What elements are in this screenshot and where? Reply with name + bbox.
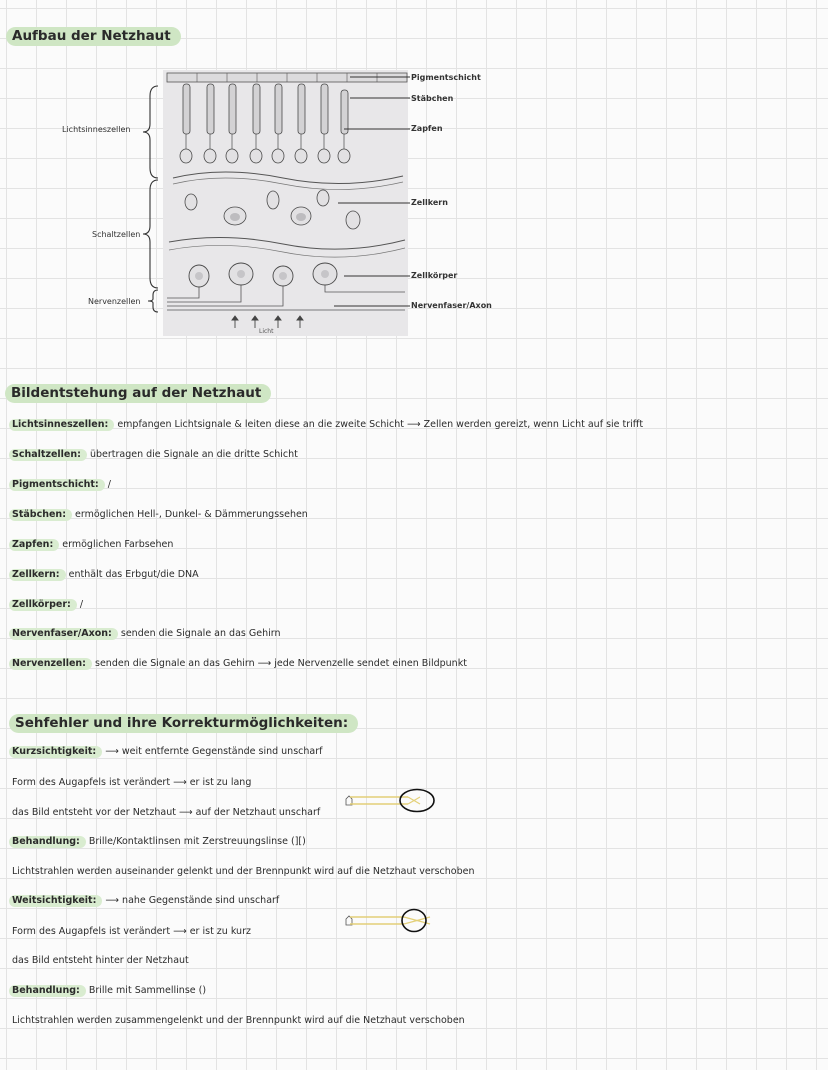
brace-group bbox=[140, 80, 164, 320]
label-staebchen: Stäbchen bbox=[411, 94, 454, 103]
note-pigmentschicht: Pigmentschicht: / bbox=[9, 479, 111, 490]
note-weitsichtigkeit: Weitsichtigkeit: ⟶ nahe Gegenstände sind unscharf bbox=[9, 895, 279, 906]
label-nervenzellen: Nervenzellen bbox=[88, 297, 141, 306]
note-weit-form: Form des Augapfels ist verändert ⟶ er ist zu kurz bbox=[12, 926, 251, 937]
note-zellkoerper: Zellkörper: / bbox=[9, 599, 83, 610]
eyeball-long bbox=[400, 790, 434, 812]
label-zapfen: Zapfen bbox=[411, 124, 443, 133]
brace-nervenzellen bbox=[148, 290, 158, 312]
label-zellkern: Zellkern bbox=[411, 198, 448, 207]
heading-bildentstehung: Bildentstehung auf der Netzhaut bbox=[5, 384, 271, 403]
note-nervenzellen: Nervenzellen: senden die Signale an das Gehirn ⟶ jede Nervenzelle sendet einen Bildpunkt bbox=[9, 658, 467, 669]
label-pigmentschicht: Pigmentschicht bbox=[411, 73, 481, 82]
note-lichtsinneszellen: Lichtsinneszellen: empfangen Lichtsignale & leiten diese an die zweite Schicht ⟶ Zellen werden gereizt, wenn Licht auf sie trifft bbox=[9, 419, 643, 430]
eyeball-short bbox=[402, 910, 426, 932]
note-kurz-form: Form des Augapfels ist verändert ⟶ er ist zu lang bbox=[12, 777, 252, 788]
note-zapfen: Zapfen: ermöglichen Farbsehen bbox=[9, 539, 173, 550]
brace-schaltzellen bbox=[143, 180, 158, 288]
heading-aufbau: Aufbau der Netzhaut bbox=[6, 27, 181, 46]
label-schaltzellen: Schaltzellen bbox=[92, 230, 141, 239]
label-zellkoerper: Zellkörper bbox=[411, 271, 458, 280]
note-nervenfaser: Nervenfaser/Axon: senden die Signale an das Gehirn bbox=[9, 628, 281, 639]
note-weit-behandlung: Behandlung: Brille mit Sammellinse () bbox=[9, 985, 206, 996]
diagram-caption-licht: Licht bbox=[259, 328, 274, 335]
label-lichtsinneszellen: Lichtsinneszellen bbox=[62, 125, 131, 134]
note-kurz-behandlung: Behandlung: Brille/Kontaktlinsen mit Zerstreuungslinse (][) bbox=[9, 836, 306, 847]
note-weit-lichtstrahlen: Lichtstrahlen werden zusammengelenkt und der Brennpunkt wird auf die Netzhaut verschoben bbox=[12, 1015, 465, 1026]
note-schaltzellen: Schaltzellen: übertragen die Signale an die dritte Schicht bbox=[9, 449, 298, 460]
note-weit-bild: das Bild entsteht hinter der Netzhaut bbox=[12, 955, 189, 966]
note-kurzsichtigkeit: Kurzsichtigkeit: ⟶ weit entfernte Gegenstände sind unscharf bbox=[9, 746, 322, 757]
eye-sketch-kurzsichtigkeit bbox=[340, 786, 440, 816]
heading-sehfehler: Sehfehler und ihre Korrekturmöglichkeiten: bbox=[9, 714, 358, 733]
note-kurz-lichtstrahlen: Lichtstrahlen werden auseinander gelenkt und der Brennpunkt wird auf die Netzhaut verschoben bbox=[12, 866, 475, 877]
leader-lines bbox=[330, 70, 412, 320]
brace-lichtsinneszellen bbox=[143, 86, 158, 178]
note-zellkern: Zellkern: enthält das Erbgut/die DNA bbox=[9, 569, 199, 580]
note-staebchen: Stäbchen: ermöglichen Hell-, Dunkel- & Dämmerungssehen bbox=[9, 509, 308, 520]
label-nervenfaser: Nervenfaser/Axon bbox=[411, 301, 492, 310]
eye-sketch-weitsichtigkeit bbox=[340, 906, 440, 936]
note-kurz-bild: das Bild entsteht vor der Netzhaut ⟶ auf der Netzhaut unscharf bbox=[12, 807, 321, 818]
